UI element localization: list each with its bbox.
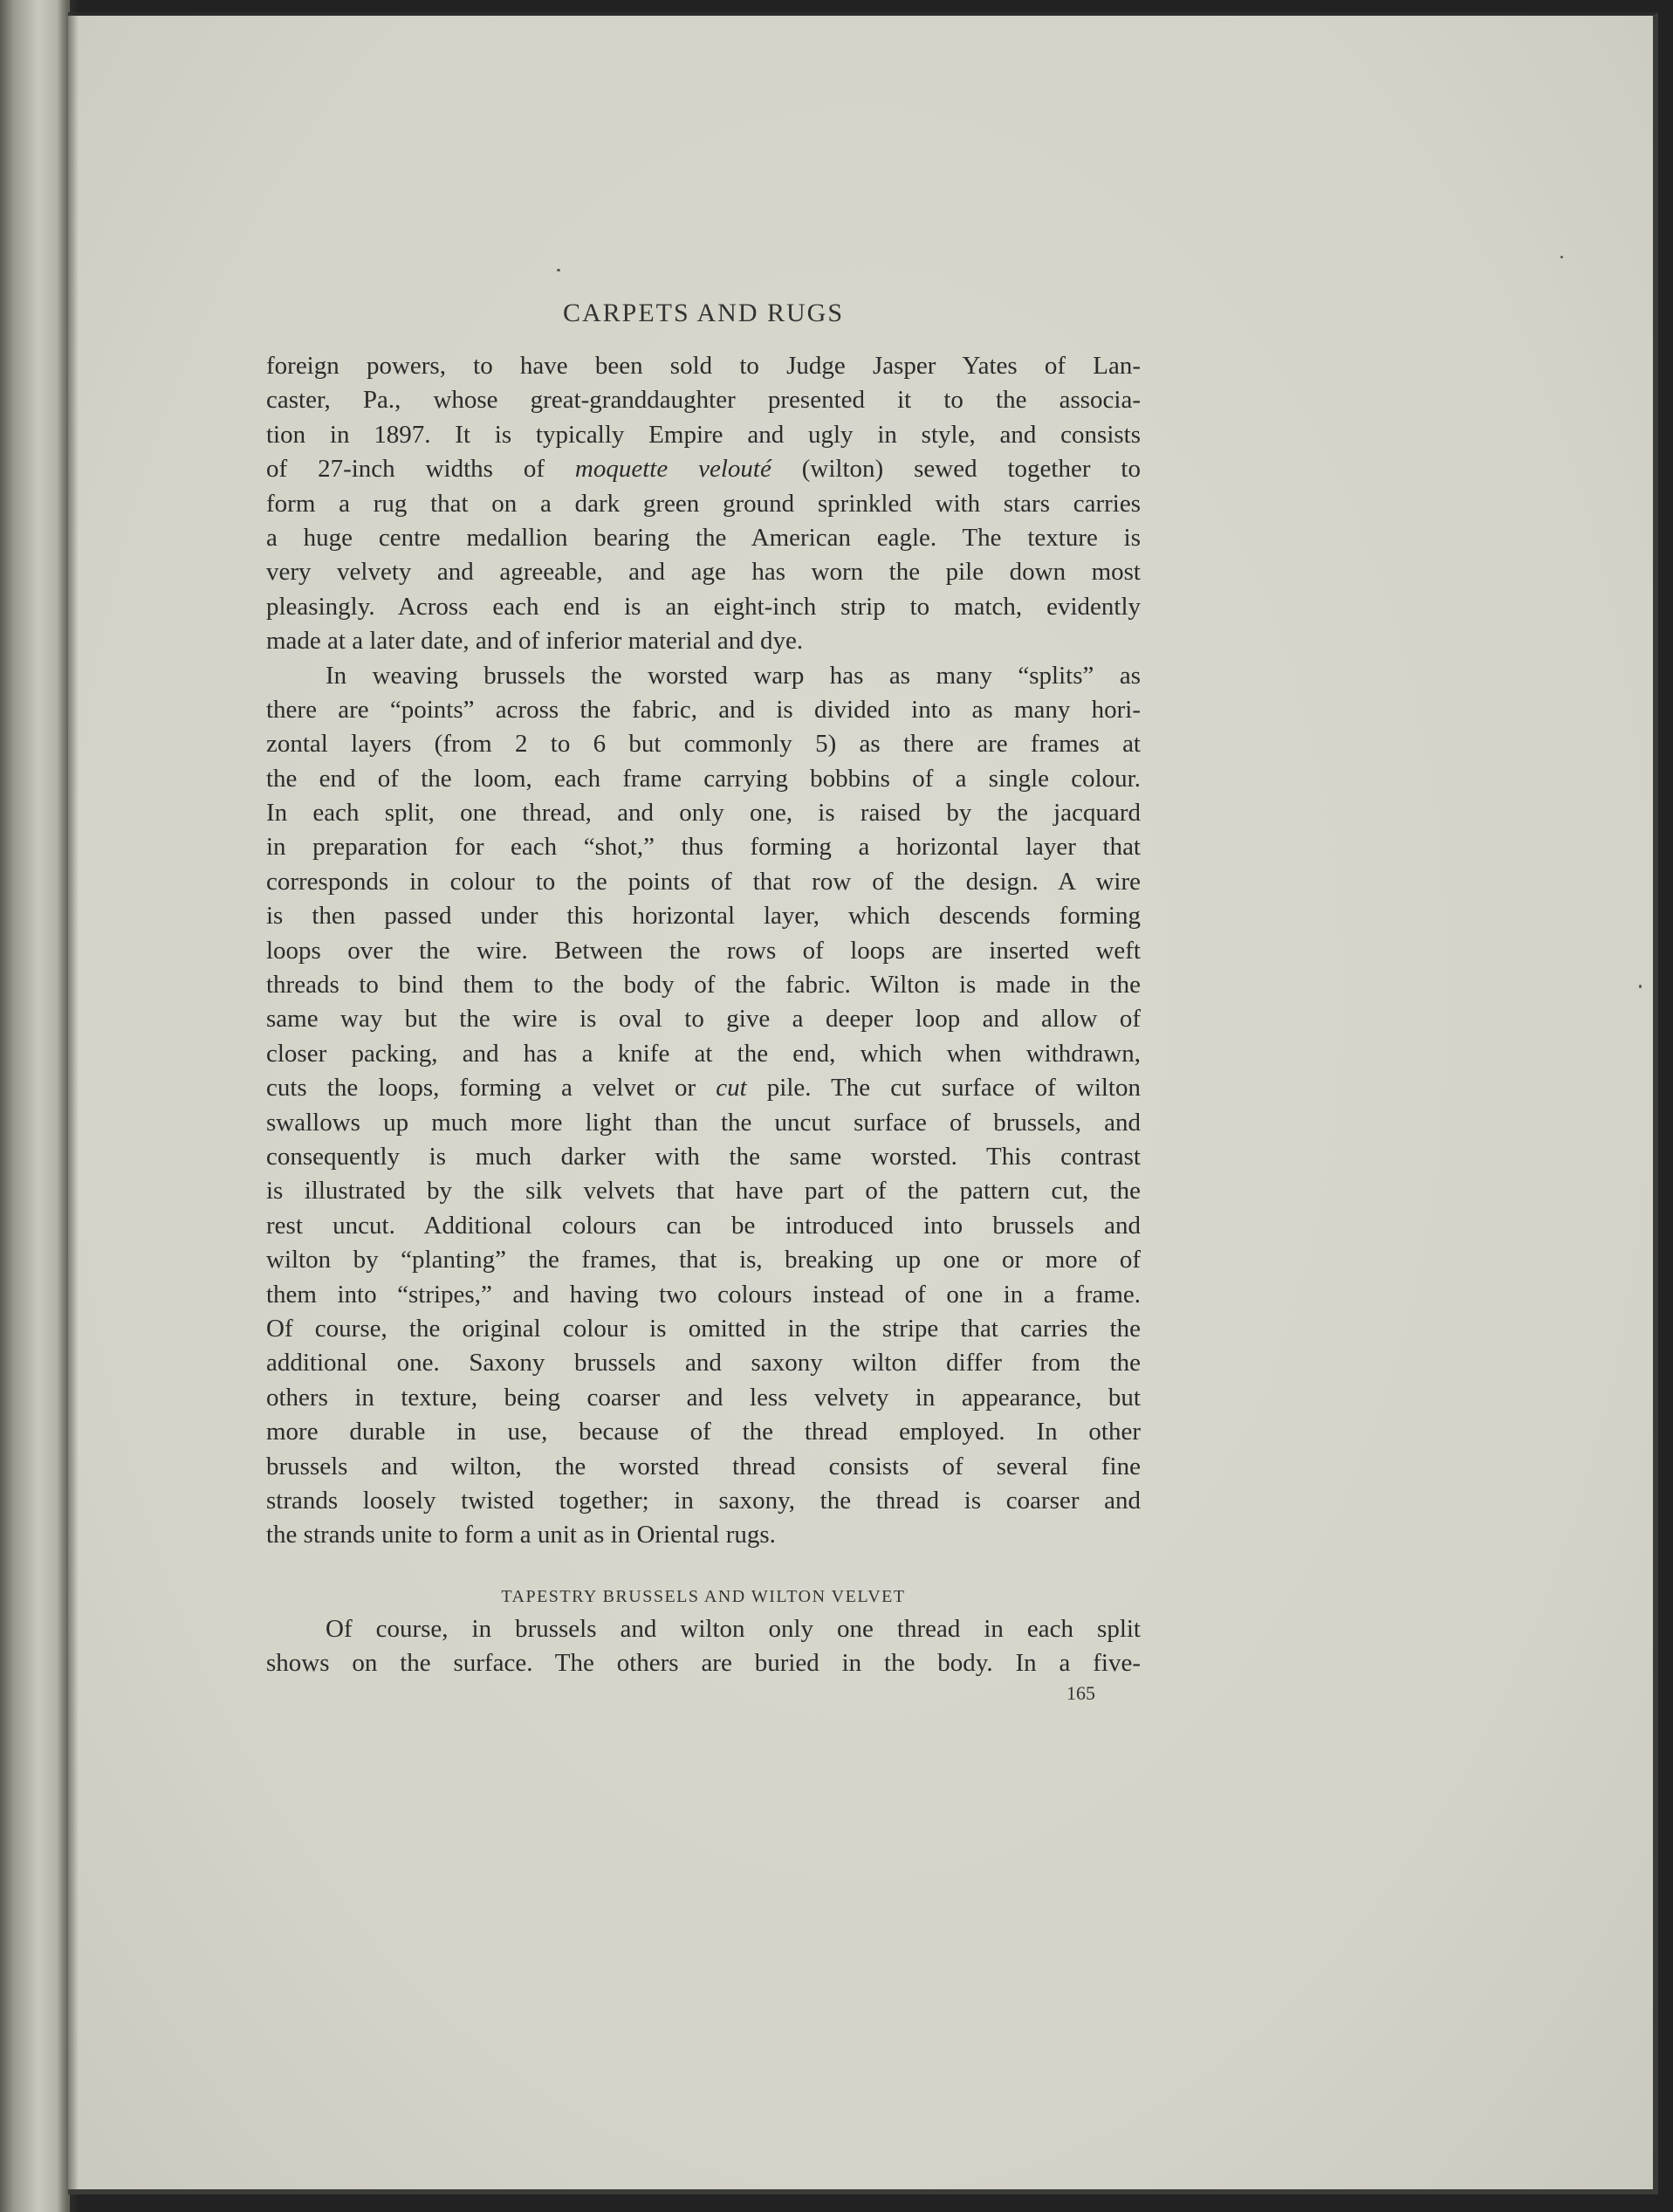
text-line: same way but the wire is oval to give a deeper loop and allow of <box>266 1005 1141 1034</box>
text-line: them into “stripes,” and having two colours instead of one in a frame. <box>266 1280 1141 1309</box>
gutter-shadow <box>58 0 79 2212</box>
text-line: the strands unite to form a unit as in Oriental rugs. <box>266 1521 776 1549</box>
text-line: brussels and wilton, the worsted thread consists of several fine <box>266 1452 1141 1480</box>
text-line: cuts the loops, forming a velvet or cut pile. The cut surface of wilton <box>266 1074 1141 1103</box>
page-speck <box>1560 256 1563 258</box>
text-line: threads to bind them to the body of the fabric. Wilton is made in the <box>266 971 1141 1000</box>
text-line: In weaving brussels the worsted warp has as many “splits” as <box>326 661 1141 690</box>
text-line: is then passed under this horizontal layer, which descends forming <box>266 902 1141 931</box>
text-line: zontal layers (from 2 to 6 but commonly 5) as there are frames at <box>266 730 1141 759</box>
text-line: shows on the surface. The others are buried in the body. In a five- <box>266 1649 1141 1678</box>
paragraph-3 <box>266 1612 1141 1681</box>
page-number: 165 <box>1066 1682 1095 1705</box>
text-line: of 27-inch widths of moquette velouté (wilton) sewed together to <box>266 455 1141 484</box>
text-line: there are “points” across the fabric, and is divided into as many hori- <box>266 695 1141 724</box>
page-speck <box>1639 985 1642 988</box>
page-speck <box>557 269 560 271</box>
text-line: form a rug that on a dark green ground sprinkled with stars carries <box>266 489 1141 518</box>
text-block <box>266 299 1141 1707</box>
text-line: the end of the loom, each frame carrying bobbins of a single colour. <box>266 764 1141 793</box>
text-line: a huge centre medallion bearing the American eagle. The texture is <box>266 523 1141 552</box>
text-line: pleasingly. Across each end is an eight-inch strip to match, evidently <box>266 592 1141 621</box>
text-line: tion in 1897. It is typically Empire and ugly in style, and consists <box>266 420 1141 449</box>
text-line: swallows up much more light than the uncut surface of brussels, and <box>266 1108 1141 1137</box>
text-line: is illustrated by the silk velvets that have part of the pattern cut, the <box>266 1177 1141 1206</box>
section-heading: TAPESTRY BRUSSELS AND WILTON VELVET <box>501 1586 906 1606</box>
text-line: foreign powers, to have been sold to Judge Jasper Yates of Lan- <box>266 352 1141 380</box>
text-line: made at a later date, and of inferior material and dye. <box>266 627 804 656</box>
text-line: additional one. Saxony brussels and saxony wilton differ from the <box>266 1349 1141 1377</box>
text-line: Of course, the original colour is omitted in the stripe that carries the <box>266 1314 1141 1343</box>
italic-term: cut <box>716 1074 747 1103</box>
text-line: strands loosely twisted together; in saxony, the thread is coarser and <box>266 1486 1141 1515</box>
paragraph-1 <box>266 349 1141 659</box>
text-line: consequently is much darker with the same worsted. This contrast <box>266 1142 1141 1171</box>
text-line: corresponds in colour to the points of that row of the design. A wire <box>266 867 1141 896</box>
text-line: In each split, one thread, and only one, is raised by the jacquard <box>266 799 1141 828</box>
paragraph-2 <box>266 659 1141 1553</box>
italic-term: moquette velouté <box>574 455 771 484</box>
running-head: CARPETS AND RUGS <box>562 299 845 327</box>
text-line: others in texture, being coarser and less velvety in appearance, but <box>266 1383 1141 1412</box>
text-line: very velvety and agreeable, and age has worn the pile down most <box>266 558 1141 587</box>
text-line: Of course, in brussels and wilton only one thread in each split <box>326 1614 1141 1643</box>
text-line: rest uncut. Additional colours can be introduced into brussels and <box>266 1211 1141 1240</box>
text-line: closer packing, and has a knife at the end, which when withdrawn, <box>266 1039 1141 1068</box>
text-line: caster, Pa., whose great-granddaughter presented it to the associa- <box>266 386 1141 415</box>
text-line: more durable in use, because of the thread employed. In other <box>266 1418 1141 1446</box>
text-line: loops over the wire. Between the rows of loops are inserted weft <box>266 936 1141 965</box>
text-line: wilton by “planting” the frames, that is, breaking up one or more of <box>266 1246 1141 1274</box>
text-line: in preparation for each “shot,” thus forming a horizontal layer that <box>266 833 1141 862</box>
